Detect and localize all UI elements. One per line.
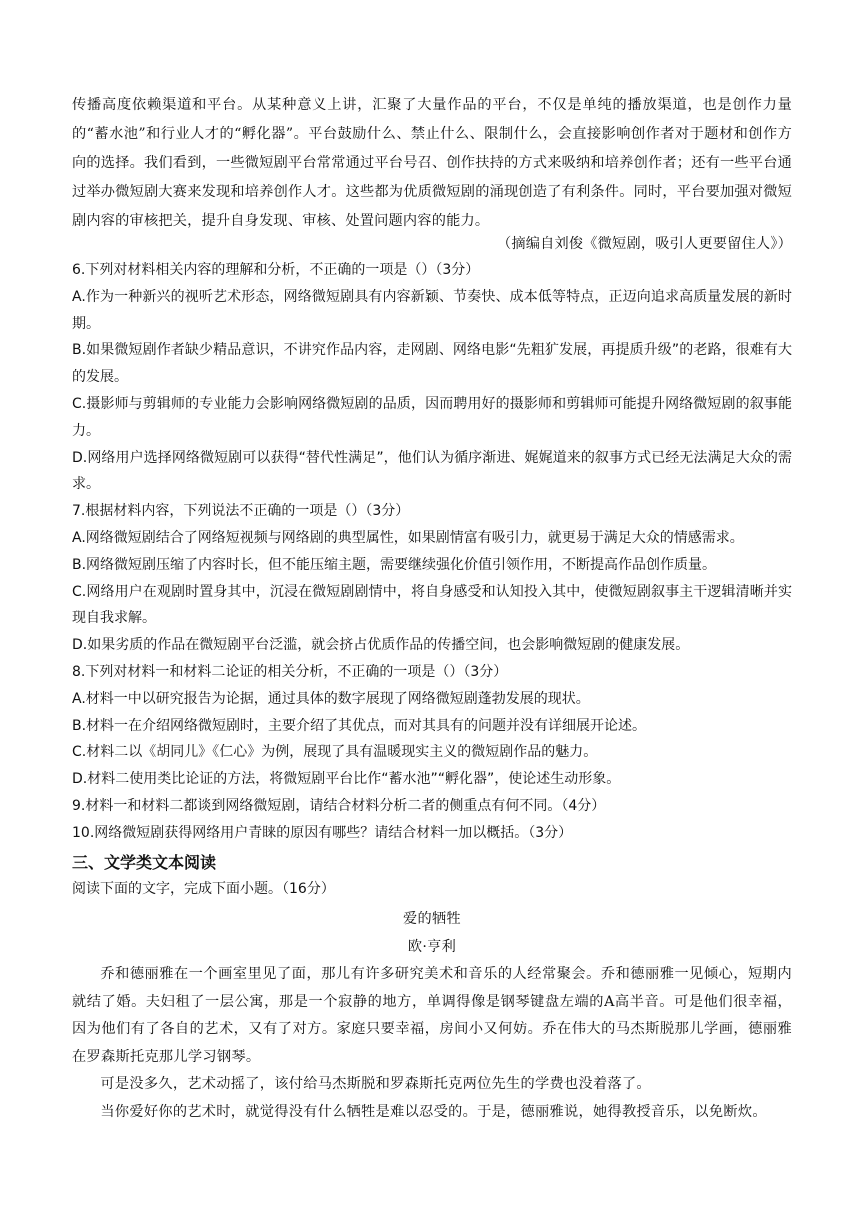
option-b: B.材料一在介绍网络微短剧时，主要介绍了其优点，而对其具有的问题并没有详细展开论述。 <box>72 717 647 734</box>
reading-instruction: 阅读下面的文字，完成下面小题。（16分） <box>72 881 335 897</box>
option-b: B.网络微短剧压缩了内容时长，但不能压缩主题，需要继续强化价值引领作用，不断提高作品创作质量。 <box>72 556 717 573</box>
section-heading: 三、文学类文本阅读 <box>72 853 217 872</box>
option-a: A.材料一中以研究报告为论据，通过具体的数字展现了网络微短剧蓬勃发展的现状。 <box>72 690 590 707</box>
question-stem: 6.下列对材料相关内容的理解和分析，不正确的一项是（）（3分） <box>72 262 480 278</box>
story-paragraph: 当你爱好你的艺术时，就觉得没有什么牺牲是难以忍受的。于是，德丽雅说，她得教授音乐，以免断炊。 <box>100 1103 767 1120</box>
option-d: D.如果劣质的作品在微短剧平台泛滥，就会挤占优质作品的传播空间，也会影响微短剧的健康发展。 <box>72 637 690 654</box>
story-author: 欧·亨利 <box>407 938 457 955</box>
story-title: 爱的牺牲 <box>403 911 461 927</box>
option-a: A.网络微短剧结合了网络短视频与网络剧的典型属性，如果剧情富有吸引力，就更易于满足大众的情感需求。 <box>72 529 744 546</box>
story-paragraph: 乔和德丽雅在一个画室里见了面，那儿有许多研究美术和音乐的人经常聚会。乔和德丽雅一见倾心，短期内就结了婚。夫妇租了一层公寓，那是一个寂静的地方，单调得像是钢琴键盘左端的A高半音。可是他们很幸福，因为他们有了各自的艺术，又有了对方。家庭只要幸福，房间小又何妨。乔在伟大的马杰斯脱那儿学画，德丽雅在罗森斯托克那儿学习钢琴。 <box>72 966 792 1065</box>
source-text: （摘编自刘俊《微短剧，吸引人更要留住人》） <box>496 236 792 252</box>
question-stem: 7.根据材料内容，下列说法不正确的一项是（）（3分） <box>72 503 410 520</box>
option-a: A.作为一种新兴的视听艺术形态，网络微短剧具有内容新颖、节奏快、成本低等特点，正迈向追求高质量发展的新时期。 <box>72 288 792 332</box>
section-three <box>72 850 792 903</box>
option-b: B.如果微短剧作者缺少精品意识，不讲究作品内容，走网剧、网络电影“先粗犷发展，再提质升级”的老路，很难有大的发展。 <box>72 342 792 386</box>
option-c: C.材料二以《胡同儿》《仁心》为例，展现了具有温暖现实主义的微短剧作品的魅力。 <box>72 744 598 761</box>
question-stem: 8.下列对材料一和材料二论证的相关分析，不正确的一项是（）（3分） <box>72 663 508 680</box>
story-paragraph: 可是没多久，艺术动摇了，该付给马杰斯脱和罗森斯托克两位先生的学费也没着落了。 <box>100 1076 651 1092</box>
option-c: C.网络用户在观剧时置身其中，沉浸在微短剧剧情中，将自身感受和认知投入其中，使微短剧叙事主干逻辑清晰并实现自我求解。 <box>72 583 792 627</box>
question-10: 10.网络微短剧获得网络用户青睐的原因有哪些？请结合材料一加以概括。（3分） <box>72 824 573 841</box>
option-d: D.材料二使用类比论证的方法，将微短剧平台比作“蓄水池”“孵化器”，使论述生动形象。 <box>72 771 621 788</box>
passage-paragraph <box>72 91 792 236</box>
source-citation <box>72 230 792 259</box>
passage-text: 传播高度依赖渠道和平台。从某种意义上讲，汇聚了大量作品的平台，不仅是单纯的播放渠道，也是创作力量的“蓄水池”和行业人才的“孵化器”。平台鼓励什么、禁止什么、限制什么，会直接影响创作者对于题材和创作方向的选择。我们看到，一些微短剧平台常常通过平台号召、创作扶持的方式来吸纳和培养创作者；还有一些平台通过举办微短剧大赛来发现和培养创作人才。这些都为优质微短剧的涌现创造了有利条件。同时，平台要加强对微短剧内容的审核把关，提升自身发现、审核、处置问题内容的能力。 <box>72 97 792 229</box>
story <box>72 906 792 1126</box>
option-d: D.网络用户选择网络微短剧可以获得“替代性满足”，他们认为循序渐进、娓娓道来的叙事方式已经无法满足大众的需求。 <box>72 449 792 493</box>
question-9: 9.材料一和材料二都谈到网络微短剧，请结合材料分析二者的侧重点有何不同。（4分） <box>72 797 606 814</box>
option-c: C.摄影师与剪辑师的专业能力会影响网络微短剧的品质，因而聘用好的摄影师和剪辑师可能提升网络微短剧的叙事能力。 <box>72 395 792 439</box>
questions-block <box>72 257 792 847</box>
